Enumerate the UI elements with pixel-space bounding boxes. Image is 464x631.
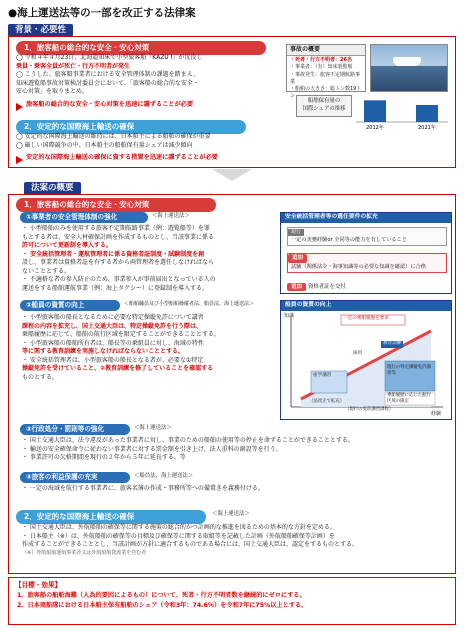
law-a1-text: ・ 小型船舶のみを使用する旅客不定期航路事業（例：遊覧船等）を罪 もとする者は、安全人材確保計画を作成するものとし、当該事業に係る 許可について更新制を導入する。 ・ 安全統括管理者・運航管理者に係る資格者証制度・試験制度を創 設し、事業者は資格者証を有する者から両管理者を選任しなければなら ないこととする。 ・ 不適格な者の参入防止のため、事業参入が事前届出となっている人の 運送をする船舶運航事業（例：海上タクシー）に登録制を導入する。 bbox=[22, 225, 216, 292]
law-section2-text: ・ 国土交通大臣は、外航船舶の確保等に関する施策の総合的かつ計画的な推進を図るための基本的な方針を定める。 ・ 日本船主（※）は、外航船舶の確保等の目標及び確保等に関する取組等を記載した計画（外航船舶確保等計画）を 作成することができることとし、当該計画が方針に適合するものである場合には、国土交通大臣は、認定をするものとする。 （※）外航船舶運航事業者又は外航船舶貸渡業を営む者 bbox=[22, 524, 359, 556]
bg-section2-conclusion: 安定的な国際海上輸送の確保に資する措置を迅速に講ずることが必要 bbox=[26, 154, 218, 161]
law-a3-law: ＜海上運送法＞ bbox=[134, 425, 172, 431]
diagram-label: 乗船履歴に応じた航行区域の限定 bbox=[387, 393, 431, 405]
diagram-label: 現行の特定操縦免許講習等 bbox=[387, 365, 431, 377]
law-tag: 法案の概要 bbox=[24, 182, 81, 195]
share-bar bbox=[364, 100, 386, 122]
bg-section1-conclusion: 旅客船の総合的な安全・安心対策を迅速に講ずることが必要 bbox=[26, 101, 194, 108]
share-chart-label: 船舶保有量の 国際シェアの推移 bbox=[296, 95, 352, 117]
share-tick-label: 2012年 bbox=[366, 125, 384, 130]
diagram-label: 座学講習 bbox=[313, 373, 332, 378]
bg-section1-bar: 1．旅客船の総合的な安全・安心対策 bbox=[16, 41, 266, 55]
law-a3-head: ③行政処分・罰則等の強化 bbox=[20, 424, 130, 435]
law-a2-text: ・ 小型旅客船の船長となるために必要な特定操縦免許について講習 課程の内容を拡充し、国土交通大臣は、特定操縦免許を行う際は、 乗船履歴に応じて、船舶の航行区域を限定することができることとする。 ・ 小型旅客船の船舶所有者は、船長等の乗組員に対し、海域の特性 等に関する教育訓練を実施しなければならないこととする。 ・ 安全統括管理者は、小型旅客船の船長となる者が、必要な①特定 操縦免許を受けていること、②教育訓練を修了していることを確認する ものとする。 bbox=[22, 314, 220, 381]
bg-section2-bar: 2．安定的な国際海上輸送の確保 bbox=[16, 120, 246, 134]
arrow-icon bbox=[16, 156, 23, 164]
share-chart bbox=[352, 92, 452, 130]
law-a4-head: ④旅客の利益保護の充実 bbox=[20, 472, 130, 483]
diagram-label: （現行の免許講習課程） bbox=[345, 407, 394, 412]
diagram-label: 一定の乗船履歴を要求 bbox=[343, 316, 389, 321]
law-section1-bar: 1．旅客船の総合的な安全・安心対策 bbox=[16, 198, 216, 212]
law-a4-text: ・ 一定の海域を航行する事業者に、旅客名簿の作成・事務所等への備置きを義務付ける。 bbox=[22, 485, 264, 492]
crew-quality-panel: 船員の資質の向上 知識 経験 一定の乗船履歴を要求 採用 教育訓練 座学講習 現行の特定操縦免許講習等 乗船履歴に応じた航行区域の限定 （法改正で拡充） （現行の免許講習課程） bbox=[280, 300, 452, 420]
down-arrow-icon bbox=[212, 169, 252, 181]
bg-section2-text: ◯ 安定的な国際海上輸送の維持には、日本船主による船舶の確保が重要 ◯ 厳しい国際競争の中、日本船主の船舶保有量シェアは減少傾向 bbox=[16, 133, 211, 149]
share-bar bbox=[416, 105, 438, 122]
law-section2-bar: 2．安定的な国際海上輸送の確保 bbox=[16, 510, 206, 524]
law-a3-text: ・ 国土交通大臣は、法令違反があった事業者に対し、事業のための船舶の使用等の停止を命ずることができることとする。 ・ 輸送の安全確保命令に従わない事業者に対する罰金額を引き上げ、法人重科の創設等を行う。 ・ 事業許可の欠格期間を現行の２年から５年に延長する。等 bbox=[22, 437, 354, 462]
ship-photo bbox=[370, 44, 448, 92]
diagram-label: （法改正で拡充） bbox=[309, 399, 345, 404]
law-a1-head: ①事業者の安全管理体制の強化 bbox=[20, 212, 148, 223]
background-tag: 背景・必要性 bbox=[8, 24, 73, 37]
diagram-label: 教育訓練 bbox=[383, 341, 402, 346]
law-a4-law: ＜船員法、海上運送法＞ bbox=[134, 473, 194, 479]
share-tick-label: 2021年 bbox=[418, 125, 436, 130]
law-a1-law: ＜海上運送法＞ bbox=[152, 213, 190, 219]
page-title: ●海上運送法等の一部を改正する法律案 bbox=[8, 7, 196, 19]
law-a2-law: ＜船舶職員及び小型船舶操縦者法、船員法、海上運送法＞ bbox=[124, 301, 255, 307]
bg-section1-text: ◯ 令和４年４月23日、北海道知床で小型旅客船「KAZU Ⅰ」が沈没し 乗員・乗客全員が死亡・行方不明者が発生 ◯ こうした、旅客船事業者における安全管理体制の課題を踏まえ、 知床遊覧船事故対策検討委員会において、「旅客船の総合的な安全・ 安心対策」を取りまとめ。 bbox=[16, 54, 203, 96]
axis-y-label: 知識 bbox=[284, 313, 295, 319]
axis-x-label: 経験 bbox=[431, 411, 442, 417]
law-a2-head: ②船員の資質の向上 bbox=[20, 300, 120, 311]
law-section2-law: ＜海上運送法＞ bbox=[212, 511, 250, 517]
arrow-icon bbox=[16, 103, 23, 111]
diagram-label: 採用 bbox=[353, 351, 363, 356]
manager-requirements-panel: 安全統括管理者等の選任要件の拡充 現行 一定の実務経験or 全同等の能力を有していること 追加 試験（関係法令・海事知識等の必要な知識を確認）に合格 追加 資格者証を交付 bbox=[280, 212, 452, 294]
goal-box: 【目標・効果】 1．旅客船の船舶海難（人為的要因によるもの）について、死者・行方不明者数を継続的にゼロにする。 2．日本商船隊における日本船主保有船舶のシェア（令和3年：74.6％）を令和7年に75%以上とする。 bbox=[8, 577, 456, 625]
accident-summary-box: 事故の概要 ・死者・行方不明者：26名 ・事業者：（有）知床遊覧船 ・事故発生：旅客不定期航路事業 ・船舶の大きさ：総トン数19トン bbox=[286, 44, 366, 92]
